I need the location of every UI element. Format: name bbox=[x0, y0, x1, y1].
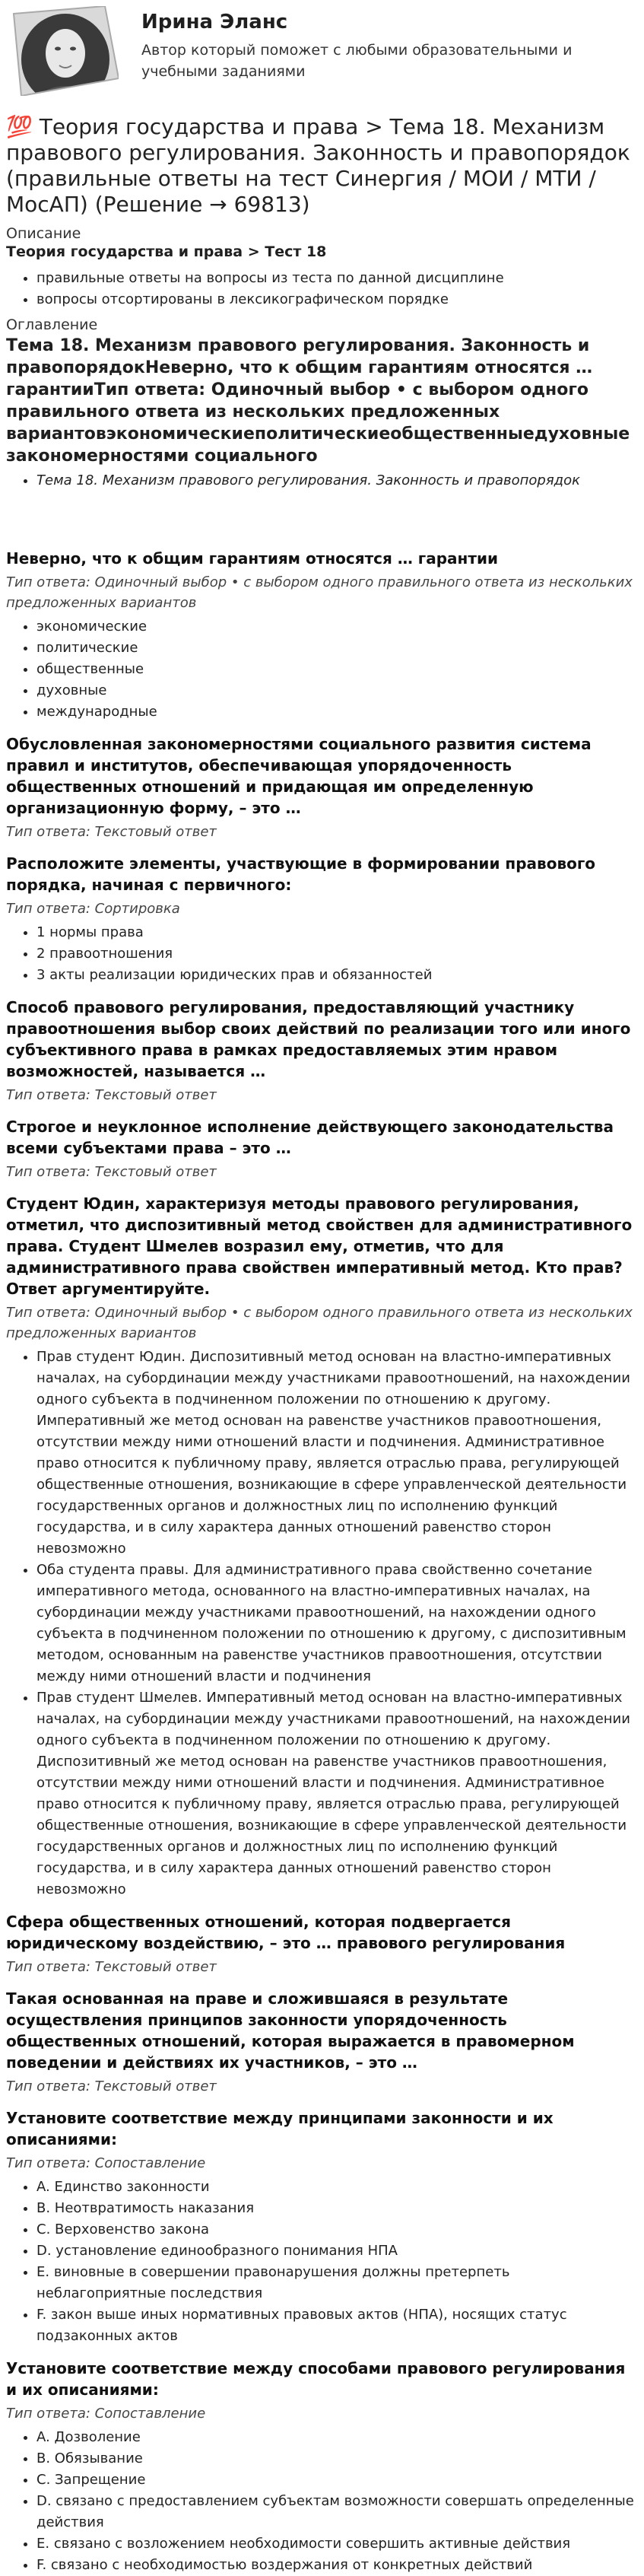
question-block bbox=[6, 548, 638, 723]
question-text: Такая основанная на праве и сложившаяся в результате осуществления принципов законности упорядоченность общественных отношений, которая выражается в правомерном поведении и действиях их участников, – это … bbox=[6, 1989, 575, 2072]
question-block bbox=[6, 1116, 638, 1182]
answer-options bbox=[6, 1347, 638, 1900]
answer-options bbox=[6, 616, 638, 723]
answer-type: Тип ответа: Одиночный выбор • с выбором одного правильного ответа из нескольких предложенных вариантов bbox=[6, 574, 633, 611]
answer-option: • C. Верховенство закона bbox=[36, 2219, 638, 2240]
avatar-image bbox=[6, 6, 119, 96]
question-block bbox=[6, 2107, 638, 2347]
page-title: 💯 Теория государства и права > Тема 18. Механизм правового регулирования. Законность и правопорядок (правильные ответы на тест Синергия / МОИ / МТИ / МосАП) (Решение → 69813) bbox=[6, 114, 630, 217]
description-label: Описание bbox=[6, 225, 81, 242]
toc-section bbox=[6, 316, 638, 491]
answer-type: Тип ответа: Сопоставление bbox=[6, 2155, 206, 2171]
answer-option: • Прав студент Шмелев. Императивный метод основан на властно-императивных началах, на субординации между участниками правоотношений, на нахождении одного субъекта в подчиненном положении по отношению к другому. Диспозитивный же метод основан на равенстве участников правоотношения, отсутствии между ними отношений власти и подчинения. Административное право относится к публичному праву, является отраслью права, регулирующей общественные отношения, возникающие в сфере управленческой деятельности государственных органов и должностных лиц по исполнению функций государства, и в силу характера данных отношений равенство сторон невозможно bbox=[36, 1687, 638, 1900]
answer-option: • Прав студент Юдин. Диспозитивный метод основан на властно-императивных началах, на субординации между участниками правоотношений, на нахождении одного субъекта в подчиненном положении по отношению к другому. Императивный же метод основан на равенстве участников правоотношения, отсутствии между ними отношений власти и подчинения. Административное право относится к публичному праву, является отраслью права, регулирующей общественные отношения, возникающие в сфере управленческой деятельности государственных органов и должностных лиц по исполнению функций государства, и в силу характера данных отношений равенство сторон невозможно bbox=[36, 1347, 638, 1560]
answer-type: Тип ответа: Текстовый ответ bbox=[6, 1164, 217, 1180]
author-avatar[interactable] bbox=[6, 6, 119, 96]
question-text: Неверно, что к общим гарантиям относятся … гарантии bbox=[6, 549, 498, 568]
list-item: • правильные ответы на вопросы из теста по данной дисциплине bbox=[36, 268, 638, 289]
answer-option: • 3 акты реализации юридических прав и обязанностей bbox=[36, 965, 638, 986]
answer-options bbox=[6, 2177, 638, 2347]
answer-type: Тип ответа: Сортировка bbox=[6, 901, 180, 917]
answer-option: • C. Запрещение bbox=[36, 2469, 638, 2491]
description-subtitle: Теория государства и права > Тест 18 bbox=[6, 243, 327, 260]
question-block bbox=[6, 1988, 638, 2097]
question-text: Сфера общественных отношений, которая подвергается юридическому воздействию, – это … правового регулирования bbox=[6, 1913, 566, 1952]
description-section bbox=[6, 225, 638, 310]
answer-type: Тип ответа: Текстовый ответ bbox=[6, 1087, 217, 1103]
spacer bbox=[6, 496, 638, 537]
author-description: Автор который поможет с любыми образовательными и учебными заданиями bbox=[141, 42, 573, 80]
toc-list bbox=[6, 470, 638, 491]
author-info bbox=[141, 6, 638, 82]
answer-option: • 1 нормы права bbox=[36, 922, 638, 943]
question-text: Строгое и неуклонное исполнение действующего законодательства всеми субъектами права – это … bbox=[6, 1118, 614, 1157]
author-block bbox=[6, 6, 638, 105]
question-block bbox=[6, 1911, 638, 1977]
answer-type: Тип ответа: Одиночный выбор • с выбором одного правильного ответа из нескольких предложенных вариантов bbox=[6, 1305, 633, 1341]
answer-option: • A. Единство законности bbox=[36, 2177, 638, 2198]
answer-option: • B. Обязывание bbox=[36, 2448, 638, 2469]
question-text: Расположите элементы, участвующие в формировании правового порядка, начиная с первичного: bbox=[6, 854, 596, 894]
question-block bbox=[6, 2358, 638, 2576]
question-text: Установите соответствие между принципами законности и их описаниями: bbox=[6, 2109, 554, 2148]
answer-type: Тип ответа: Текстовый ответ bbox=[6, 824, 217, 840]
answer-option: • E. связано с возложением необходимости совершить активные действия bbox=[36, 2533, 638, 2555]
answer-type: Тип ответа: Текстовый ответ bbox=[6, 1959, 217, 1975]
answer-option: • A. Дозволение bbox=[36, 2427, 638, 2448]
answer-option: • F. закон выше иных нормативных правовых актов (НПА), носящих статус подзаконных актов bbox=[36, 2304, 638, 2347]
question-block bbox=[6, 1193, 638, 1900]
answer-option: • B. Неотвратимость наказания bbox=[36, 2198, 638, 2219]
answer-option: • общественные bbox=[36, 659, 638, 680]
toc-title: Тема 18. Механизм правового регулирования. Законность и правопорядокНеверно, что к общим гарантиям относятся … гарантииТип ответа: Одиночный выбор • с выбором одного правильного ответа из нескольких предложенных вариантовэкономическиеполитическиеобщественныедуховные закономерностями социального bbox=[6, 336, 630, 466]
description-list bbox=[6, 268, 638, 310]
question-block bbox=[6, 733, 638, 842]
question-text: Установите соответствие между способами правового регулирования и их описаниями: bbox=[6, 2359, 626, 2399]
answer-option: • F. связано с необходимостью воздержания от конкретных действий bbox=[36, 2555, 638, 2576]
answer-option: • D. связано с предоставлением субъектам возможности совершать определенные действия bbox=[36, 2491, 638, 2533]
answer-option: • экономические bbox=[36, 616, 638, 638]
question-block bbox=[6, 997, 638, 1105]
question-text: Обусловленная закономерностями социального развития система правил и институтов, обеспечивающая упорядоченность общественных отношений и придающая им определенную организационную форму, – это … bbox=[6, 735, 592, 817]
answer-option: • духовные bbox=[36, 680, 638, 701]
answer-options bbox=[6, 922, 638, 986]
author-name[interactable]: Ирина Эланс bbox=[141, 11, 288, 33]
answer-type: Тип ответа: Текстовый ответ bbox=[6, 2078, 217, 2094]
toc-link[interactable]: • Тема 18. Механизм правового регулирования. Законность и правопорядок bbox=[36, 470, 638, 491]
answer-option: • E. виновные в совершении правонарушения должны претерпеть неблагоприятные последствия bbox=[36, 2262, 638, 2304]
question-text: Студент Юдин, характеризуя методы правового регулирования, отметил, что диспозитивный метод свойствен для административного права. Студент Шмелев возразил ему, отметив, что для административного права свойствен императивный метод. Кто прав? Ответ аргументируйте. bbox=[6, 1194, 633, 1298]
answer-option: • Оба студента правы. Для административного права свойственно сочетание императивного метода, основанного на властно-императивных началах, на субординации между участниками правоотношений, на нахождении одного субъекта в подчиненном положении по отношению к другому, с диспозитивным методом, основанным на равенстве участников правоотношения, отсутствии между ними отношений власти и подчинения bbox=[36, 1560, 638, 1687]
answer-option: • международные bbox=[36, 701, 638, 723]
questions-list bbox=[6, 548, 638, 2576]
answer-options bbox=[6, 2427, 638, 2576]
answer-option: • 2 правоотношения bbox=[36, 943, 638, 965]
list-item: • вопросы отсортированы в лексикографическом порядке bbox=[36, 289, 638, 310]
answer-option: • политические bbox=[36, 638, 638, 659]
toc-label: Оглавление bbox=[6, 316, 98, 333]
answer-type: Тип ответа: Сопоставление bbox=[6, 2406, 206, 2422]
question-text: Способ правового регулирования, предоставляющий участнику правоотношения выбор своих действий по реализации того или иного субъективного права в рамках предоставляемых этим нравом возможностей, называется … bbox=[6, 998, 631, 1080]
question-block bbox=[6, 853, 638, 986]
answer-option: • D. установление единообразного понимания НПА bbox=[36, 2240, 638, 2262]
